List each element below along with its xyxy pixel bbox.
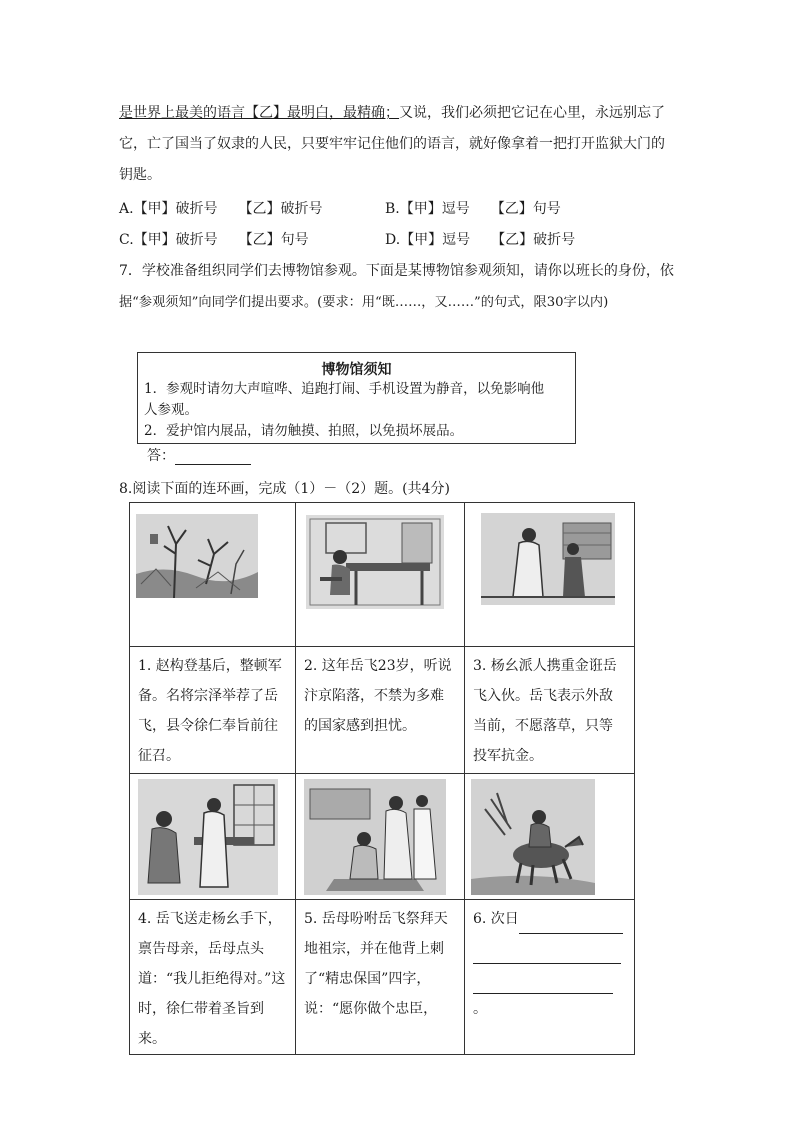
panel-5-image-cell [296,774,465,900]
panel-6-image-cell [465,774,635,900]
question-7-line-1: 7．学校准备组织同学们去博物馆参观。下面是某博物馆参观须知，请你以班长的身份，依 [119,263,674,279]
answer-blank[interactable] [175,448,251,465]
panel-1-caption: 1. 赵构登基后，整顿军备。名将宗泽举荐了岳飞，县令徐仁奉旨前往征召。 [138,658,282,764]
panel-6-text: 6. 次日 [473,911,519,927]
answer-label: 答： [147,448,175,464]
notice-item-1b: 人参观。 [144,402,198,418]
panel-6-caption [465,900,634,1024]
notice-item-1a: 1．参观时请勿大声喧哗、追跑打闹、手机设置为静音，以免影响他 [144,381,545,397]
panel-3-image-cell [465,503,635,647]
passage-line-1 [119,96,665,130]
option-b: B.【甲】逗号 【乙】句号 [385,201,561,217]
panel-6-blank-3[interactable] [473,975,613,994]
passage-line-3: 钥匙。 [119,167,161,183]
two-men-talking-illustration [481,513,615,605]
panel-5-caption: 5. 岳母吩咐岳飞祭拜天地祖宗，并在他背上刺了“精忠保国”四字，说：“愿你做个忠臣， [304,911,448,1017]
winter-landscape-illustration [136,514,258,598]
comic-strip-table [129,502,635,1055]
mother-and-son-illustration [138,779,278,895]
panel-4-image-cell [130,774,296,900]
panel-4-caption: 4. 岳飞送走杨幺手下，禀告母亲，岳母点头道：“我儿拒绝得对。”这时，徐仁带着圣旨到来。 [138,911,286,1047]
panel-6-blank-1[interactable] [519,915,623,934]
tattoo-scene-illustration [304,779,446,895]
option-c: C.【甲】破折号 【乙】句号 [119,232,309,248]
question-8: 8.阅读下面的连环画，完成（1）－（2）题。(共4分) [119,481,451,497]
passage-line-1-rest: 又说，我们必须把它记在心里，永远别忘了 [399,105,665,121]
panel-2-caption: 2. 这年岳飞23岁，听说汴京陷落，不禁为多难的国家感到担忧。 [304,658,452,734]
option-a: A.【甲】破折号 【乙】破折号 [119,201,323,217]
horseman-illustration [471,779,595,895]
notice-item-2: 2．爱护馆内展品，请勿触摸、拍照，以免损坏展品。 [144,423,464,439]
passage-line-1-underlined: 是世界上最美的语言 [119,105,245,121]
panel-2-image-cell [296,503,465,647]
question-7-line-2: 据“参观须知”向同学们提出要求。(要求：用“既……，又……”的句式，限30字以内) [119,295,609,310]
passage-line-2: 它，亡了国当了奴隶的人民，只要牢牢记住他们的语言，就好像拿着一把打开监狱大门的 [119,136,665,152]
passage-line-1-bracket: 【乙】最明白，最精确； [245,105,399,121]
option-d: D.【甲】逗号 【乙】破折号 [385,232,576,248]
panel-6-blank-2[interactable] [473,945,621,964]
panel-3-caption: 3. 杨幺派人携重金诳岳飞入伙。岳飞表示外敌当前，不愿落草，只等投军抗金。 [473,658,617,764]
man-at-desk-illustration [306,515,444,609]
panel-6-period: 。 [473,1001,487,1017]
notice-title: 博物馆须知 [321,362,392,378]
answer-row [147,445,251,465]
panel-1-image-cell [130,503,296,647]
museum-notice-box [137,352,576,444]
